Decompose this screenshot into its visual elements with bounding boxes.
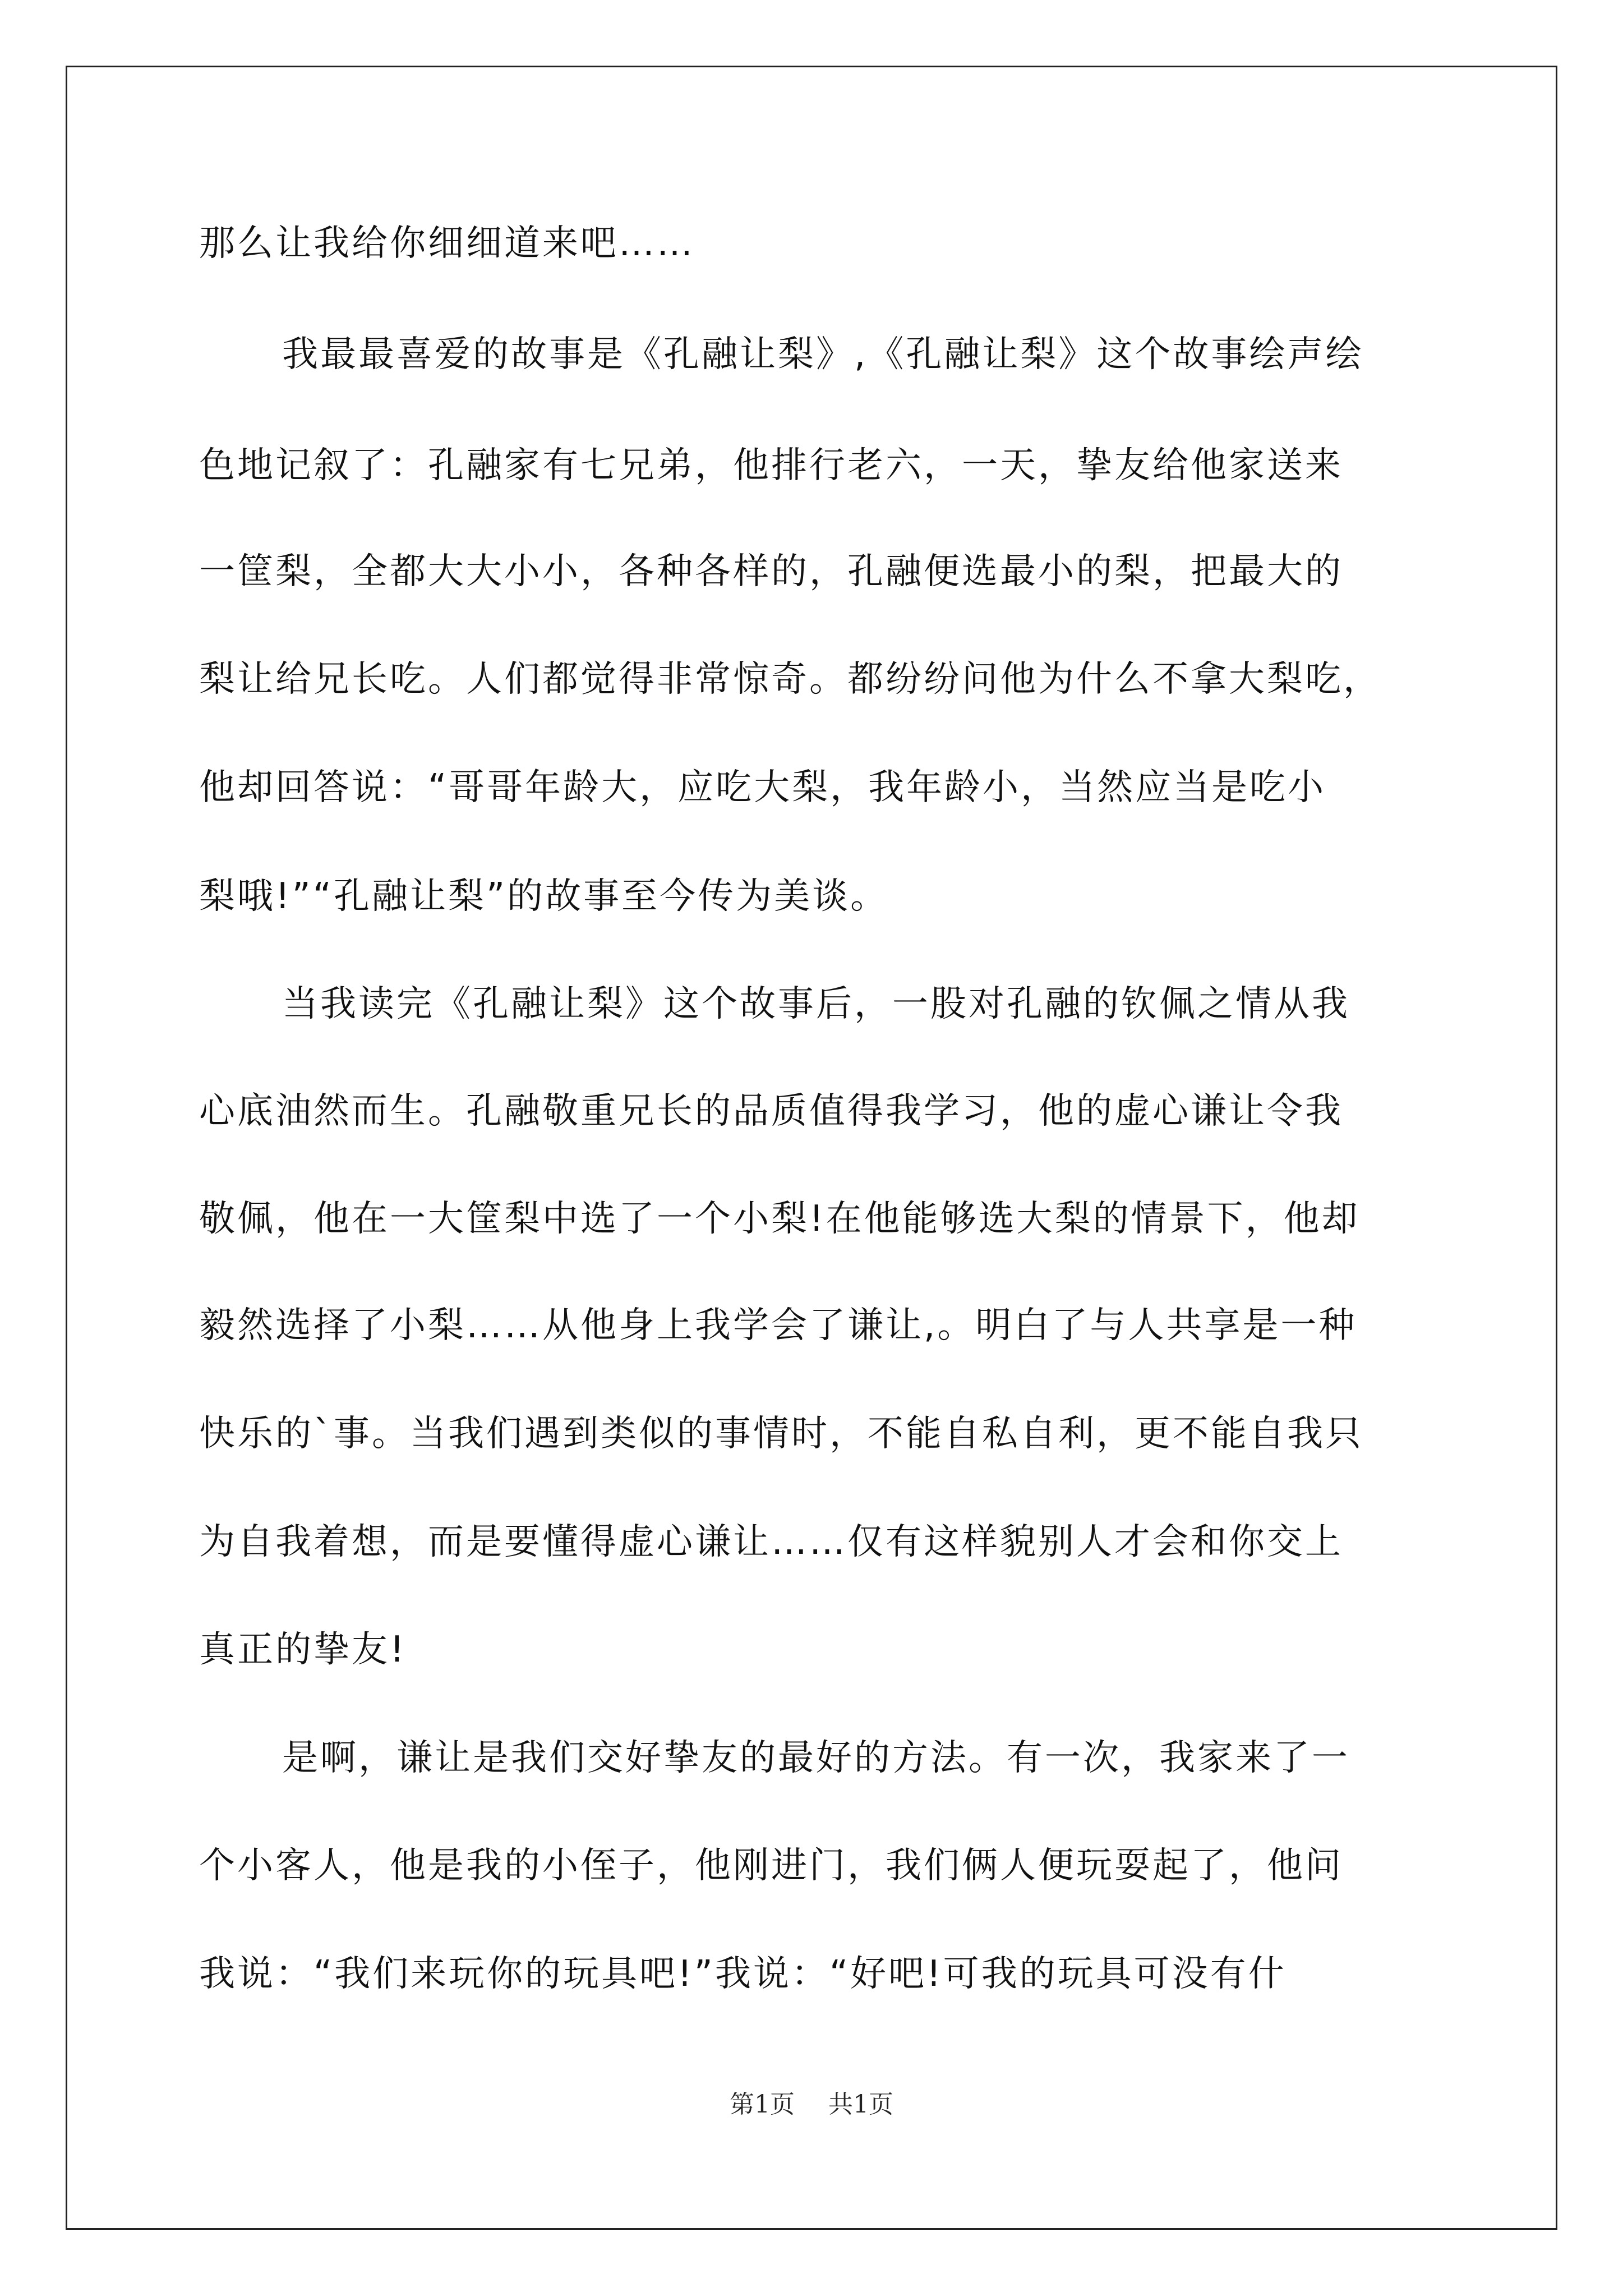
text-line: 是啊，谦让是我们交好挚友的最好的方法。有一次，我家来了一 [282, 1737, 1350, 1779]
text-line: 那么让我给你细细道来吧…… [199, 223, 695, 264]
text-line: 梨让给兄长吃。人们都觉得非常惊奇。都纷纷问他为什么不拿大梨吃， [199, 659, 1381, 700]
text-line: 色地记叙了：孔融家有七兄弟，他排行老六，一天，挚友给他家送来 [199, 445, 1343, 486]
text-line: 毅然选择了小梨……从他身上我学会了谦让,。明白了与人共享是一种 [199, 1305, 1357, 1346]
text-line: 当我读完《孔融让梨》这个故事后，一股对孔融的钦佩之情从我 [282, 983, 1350, 1025]
text-line: 为自我着想，而是要懂得虚心谦让……仅有这样貌别人才会和你交上 [199, 1521, 1343, 1563]
text-line: 心底油然而生。孔融敬重兄长的品质值得我学习，他的虚心谦让令我 [199, 1091, 1343, 1132]
page-border [66, 66, 1557, 2230]
text-line: 他却回答说：“哥哥年龄大，应吃大梨，我年龄小，当然应当是吃小 [199, 767, 1326, 808]
text-line: 快乐的`事。当我们遇到类似的事情时，不能自私自利，更不能自我只 [199, 1413, 1363, 1455]
page-total: 共1页 [828, 2090, 893, 2119]
text-line: 梨哦!”“孔融让梨”的故事至今传为美谈。 [199, 876, 889, 917]
text-line: 一筐梨，全都大大小小，各种各样的，孔融便选最小的梨，把最大的 [199, 551, 1343, 592]
text-line: 个小客人，他是我的小侄子，他刚进门，我们俩人便玩耍起了，他问 [199, 1845, 1343, 1887]
text-line: 我最最喜爱的故事是《孔融让梨》,《孔融让梨》这个故事绘声绘 [282, 334, 1364, 375]
text-line: 真正的挚友! [199, 1629, 407, 1671]
text-line: 敬佩，他在一大筐梨中选了一个小梨!在他能够选大梨的情景下，他却 [199, 1198, 1360, 1240]
page-footer [0, 2090, 1623, 2119]
page-number: 第1页 [730, 2090, 795, 2119]
text-line: 我说：“我们来玩你的玩具吧!”我说：“好吧!可我的玩具可没有什 [199, 1953, 1287, 1995]
